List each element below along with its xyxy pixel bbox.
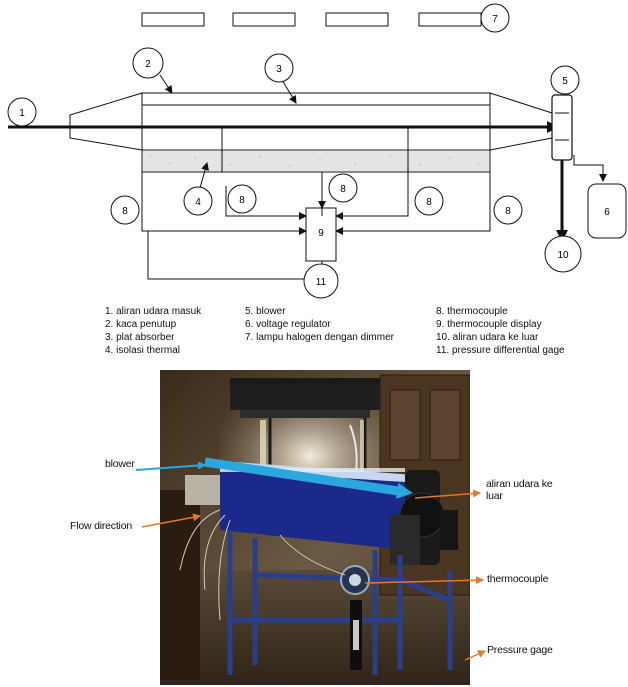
svg-text:3: 3	[276, 64, 282, 75]
callout-flow-direction: Flow direction	[70, 520, 132, 532]
legend-item: 8. thermocouple	[436, 306, 508, 317]
legend-item: 11. pressure differential gage	[436, 345, 565, 356]
svg-text:2: 2	[145, 59, 151, 70]
callout-thermocouple: thermocouple	[487, 573, 549, 585]
svg-text:11: 11	[315, 277, 327, 288]
svg-text:6: 6	[604, 207, 610, 218]
legend-item: 1. aliran udara masuk	[105, 306, 202, 317]
callout-pressure-gage: Pressure gage	[487, 644, 553, 656]
svg-text:8: 8	[122, 206, 128, 217]
svg-text:8: 8	[426, 197, 432, 208]
svg-text:9: 9	[318, 228, 324, 239]
svg-text:4: 4	[195, 197, 201, 208]
legend-item: 7. lampu halogen dengan dimmer	[245, 332, 394, 343]
svg-text:7: 7	[492, 14, 498, 25]
legend-item: 5. blower	[245, 306, 286, 317]
callout-blower: blower	[105, 458, 135, 470]
svg-text:10: 10	[557, 250, 569, 261]
legend-item: 9. thermocouple display	[436, 319, 542, 330]
legend-item: 6. voltage regulator	[245, 319, 331, 330]
svg-text:8: 8	[340, 184, 346, 195]
callout-outlet: aliran udara ke luar	[486, 478, 553, 502]
svg-text:1: 1	[19, 108, 25, 119]
legend-item: 3. plat absorber	[105, 332, 175, 343]
legend-item: 10. aliran udara ke luar	[436, 332, 539, 343]
legend-item: 4. isolasi thermal	[105, 345, 181, 356]
svg-text:8: 8	[239, 195, 245, 206]
svg-text:5: 5	[562, 76, 568, 87]
svg-text:8: 8	[505, 206, 511, 217]
legend-item: 2. kaca penutup	[105, 319, 177, 330]
